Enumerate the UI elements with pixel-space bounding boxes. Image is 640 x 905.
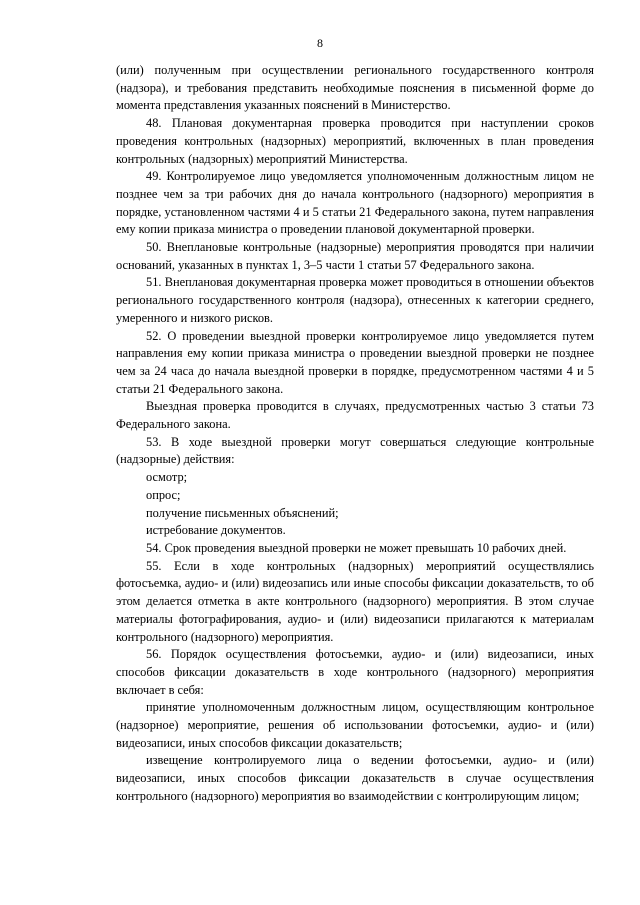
list-item: осмотр; <box>146 470 188 485</box>
paragraph: 54. Срок проведения выездной проверки не может превышать 10 рабочих дней. <box>146 540 567 555</box>
list-item: получение письменных объяснений; <box>146 505 339 520</box>
paragraph: 53. В ходе выездной проверки могут совершаться следующие контрольные (надзорные) действия: <box>116 434 594 467</box>
paragraph: 50. Внеплановые контрольные (надзорные) мероприятия проводятся при наличии оснований, указанных в пунктах 1, 3–5 части 1 статьи 57 Федерального закона. <box>116 240 594 272</box>
paragraph: 56. Порядок осуществления фотосъемки, аудио- и (или) видеозаписи, иных способов фиксации доказательств в ходе контрольного (надзорного) мероприятия включает в себя: <box>116 647 594 697</box>
paragraph: Выездная проверка проводится в случаях, предусмотренных частью 3 статьи 73 Федерального закона. <box>116 399 594 432</box>
list-item: опрос; <box>146 487 181 502</box>
paragraph: 55. Если в ходе контрольных (надзорных) мероприятий осуществлялись фотосъемка, аудио- и (или) видеозапись или иные способы фиксации доказательств, то об этом делается отметка в акте контрольного (надзорного) мероприятия. В этом случае материалы фотографирования, аудио- и (или) видеозаписи прилагаются к материалам контрольного (надзорного) мероприятия. <box>116 558 594 644</box>
paragraph: 48. Плановая документарная проверка проводится при наступлении сроков проведения контрольных (надзорных) мероприятий, включенных в план проведения контрольных (надзорных) мероприятий Министерства. <box>116 116 594 166</box>
page-number: 8 <box>317 36 323 50</box>
paragraph: принятие уполномоченным должностным лицом, осуществляющим контрольное (надзорное) мероприятие, решения об использовании фотосъемки, аудио- и (или) видеозаписи, иных способов фиксации доказательств; <box>116 700 594 750</box>
document-body <box>116 62 594 806</box>
list-item: истребование документов. <box>146 523 286 538</box>
paragraph: 52. О проведении выездной проверки контролируемое лицо уведомляется путем направления ему копии приказа министра о проведении выездной проверки не позднее чем за 24 часа до начала выездной проверки в порядке, предусмотренном частями 4 и 5 статьи 21 Федерального закона. <box>116 328 594 396</box>
paragraph: 51. Внеплановая документарная проверка может проводиться в отношении объектов регионального государственного контроля (надзора), отнесенных к категории среднего, умеренного и низкого рисков. <box>116 275 594 325</box>
paragraph: извещение контролируемого лица о ведении фотосъемки, аудио- и (или) видеозаписи, иных способов фиксации доказательств в случае осуществления контрольного (надзорного) мероприятия во взаимодействии с контролирующим лицом; <box>116 753 594 803</box>
paragraph: (или) полученным при осуществлении регионального государственного контроля (надзора), и требования представить необходимые пояснения в письменной форме до момента представления указанных пояснений в Министерство. <box>116 63 594 113</box>
paragraph: 49. Контролируемое лицо уведомляется уполномоченным должностным лицом не позднее чем за три рабочих дня до начала контрольного (надзорного) мероприятия в порядке, установленном частями 4 и 5 статьи 21 Федерального закона, путем направления ему копии приказа министра о проведении плановой документарной проверки. <box>116 169 594 237</box>
